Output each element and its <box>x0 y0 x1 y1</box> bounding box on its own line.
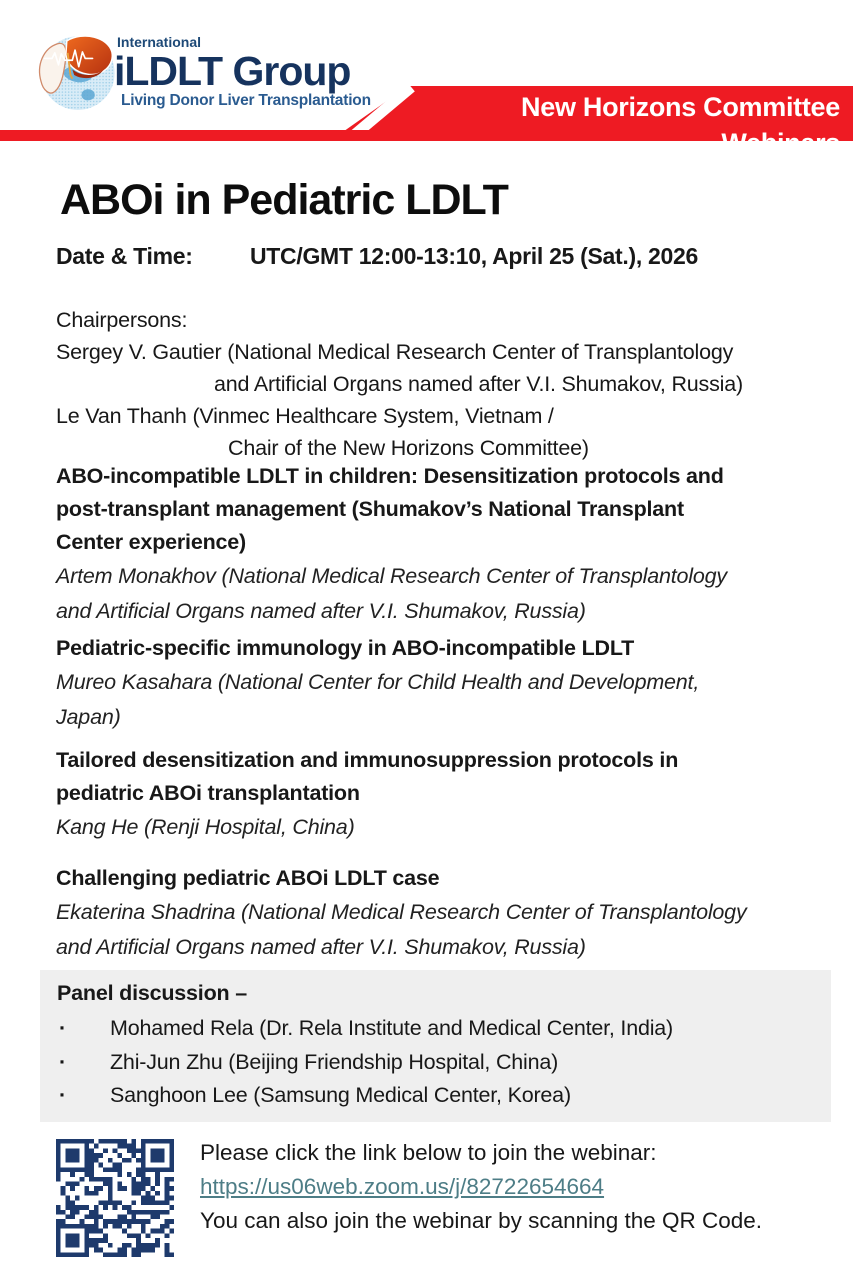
talk-item <box>56 862 747 965</box>
talk-speaker-line: Ekaterina Shadrina (National Medical Research Center of Transplantology <box>56 900 747 924</box>
talk-title-line: post-transplant management (Shumakov’s National Transplant <box>56 497 684 521</box>
talk-speaker-line: Kang He (Renji Hospital, China) <box>56 815 355 839</box>
talk-title-line: ABO-incompatible LDLT in children: Desensitization protocols and <box>56 464 724 488</box>
talk-speaker-line: and Artificial Organs named after V.I. Shumakov, Russia) <box>56 935 586 959</box>
date-time-value: UTC/GMT 12:00-13:10, April 25 (Sat.), 2026 <box>250 243 698 269</box>
qr-code <box>56 1139 174 1257</box>
banner-series-title: New Horizons Committee Webinars <box>521 92 840 158</box>
talk-item <box>56 632 699 735</box>
date-time-label: Date & Time: <box>56 243 193 269</box>
panel-discussion-box <box>40 970 831 1122</box>
talk-item <box>56 744 678 845</box>
chairpersons-heading: Chairpersons: <box>56 308 188 332</box>
logo-tagline: Living Donor Liver Transplantation <box>121 92 371 109</box>
panel-discussion-heading: Panel discussion – <box>57 981 247 1005</box>
panelist-item: · Zhi-Jun Zhu (Beijing Friendship Hospital, China) <box>57 1046 831 1080</box>
zoom-webinar-link[interactable]: https://us06web.zoom.us/j/82722654664 <box>200 1174 605 1199</box>
talk-title-line: Center experience) <box>56 530 246 554</box>
date-time-row <box>56 243 698 270</box>
logo-international-label: International <box>117 34 202 50</box>
talk-item <box>56 460 727 629</box>
chairperson-line: Chair of the New Horizons Committee) <box>228 436 589 460</box>
page-title: ABOi in Pediatric LDLT <box>60 176 508 224</box>
ildlt-liver-globe-logo-icon <box>30 24 122 114</box>
join-qr-note: You can also join the webinar by scanning the QR Code. <box>200 1208 763 1233</box>
talk-speaker-line: Artem Monakhov (National Medical Research Center of Transplantology <box>56 564 727 588</box>
panelist-item: · Mohamed Rela (Dr. Rela Institute and Medical Center, India) <box>57 1012 831 1046</box>
chairperson-line: Le Van Thanh (Vinmec Healthcare System, Vietnam / <box>56 404 554 428</box>
talk-title-line: Pediatric-specific immunology in ABO-incompatible LDLT <box>56 636 635 660</box>
chairperson-line: Sergey V. Gautier (National Medical Research Center of Transplantology <box>56 340 734 364</box>
join-intro-line: Please click the link below to join the webinar: <box>200 1140 657 1165</box>
chairpersons-block <box>56 304 743 464</box>
talk-speaker-line: Mureo Kasahara (National Center for Child Health and Development, <box>56 670 700 694</box>
panelist-list <box>57 1012 831 1113</box>
talk-title-line: Tailored desensitization and immunosuppression protocols in <box>56 748 679 772</box>
talk-title-line: Challenging pediatric ABOi LDLT case <box>56 866 440 890</box>
talk-speaker-line: Japan) <box>56 705 121 729</box>
panelist-item: · Sanghoon Lee (Samsung Medical Center, Korea) <box>57 1079 831 1113</box>
chairperson-line: and Artificial Organs named after V.I. Shumakov, Russia) <box>214 372 743 396</box>
join-instructions <box>200 1136 762 1238</box>
talk-speaker-line: and Artificial Organs named after V.I. Shumakov, Russia) <box>56 599 586 623</box>
logo-org-name: iLDLT Group <box>114 48 351 94</box>
talk-title-line: pediatric ABOi transplantation <box>56 781 360 805</box>
